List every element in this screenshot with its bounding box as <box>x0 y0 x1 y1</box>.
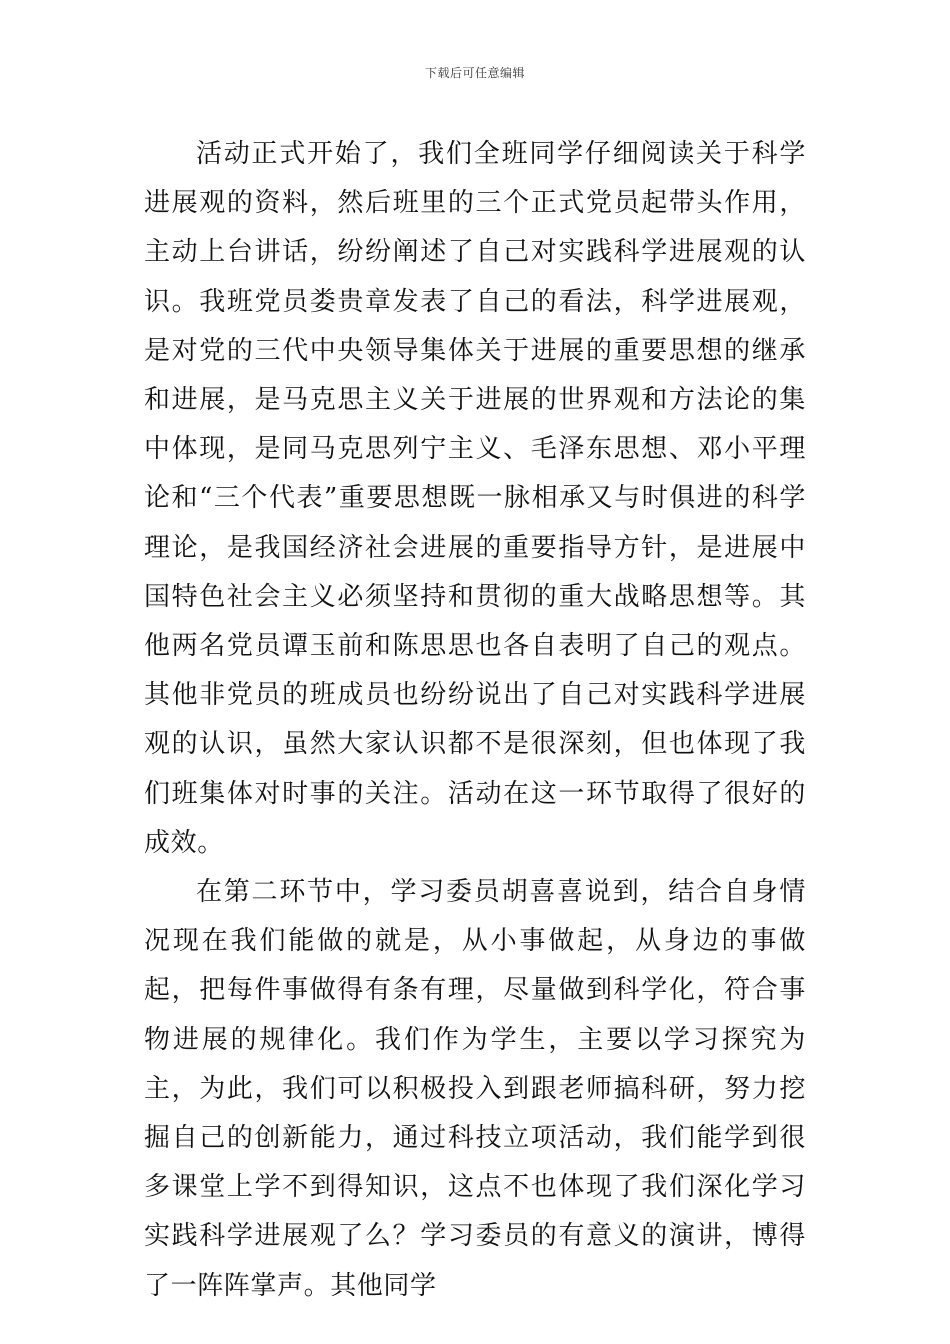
page-header: 下载后可任意编辑 <box>424 66 525 80</box>
paragraph-1: 活动正式开始了，我们全班同学仔细阅读关于科学进展观的资料，然后班里的三个正式党员起带头作用，主动上台讲话，纷纷阐述了自己对实践科学进展观的认识。我班党员娄贵章发表了自己的看法，科学进展观，是对党的三代中央领导集体关于进展的重要思想的继承和进展，是马克思主义关于进展的世界观和方法论的集中体现，是同马克思列宁主义、毛泽东思想、邓小平理论和“三个代表”重要思想既一脉相承又与时俱进的科学理论，是我国经济社会进展的重要指导方针，是进展中国特色社会主义必须坚持和贯彻的重大战略思想等。其他两名党员谭玉前和陈思思也各自表明了自己的观点。其他非党员的班成员也纷纷说出了自己对实践科学进展观的认识，虽然大家认识都不是很深刻，但也体现了我们班集体对时事的关注。活动在这一环节取得了很好的成效。 <box>144 139 806 858</box>
document-body <box>144 130 806 1311</box>
paragraph-2: 在第二环节中，学习委员胡喜喜说到，结合自身情况现在我们能做的就是，从小事做起，从身边的事做起，把每件事做得有条有理，尽量做到科学化，符合事物进展的规律化。我们作为学生，主要以学习探究为主，为此，我们可以积极投入到跟老师搞科研，努力挖掘自己的创新能力，通过科技立项活动，我们能学到很多课堂上学不到得知识，这点不也体现了我们深化学习实践科学进展观了么？学习委员的有意义的演讲，博得了一阵阵掌声。其他同学 <box>144 877 806 1301</box>
